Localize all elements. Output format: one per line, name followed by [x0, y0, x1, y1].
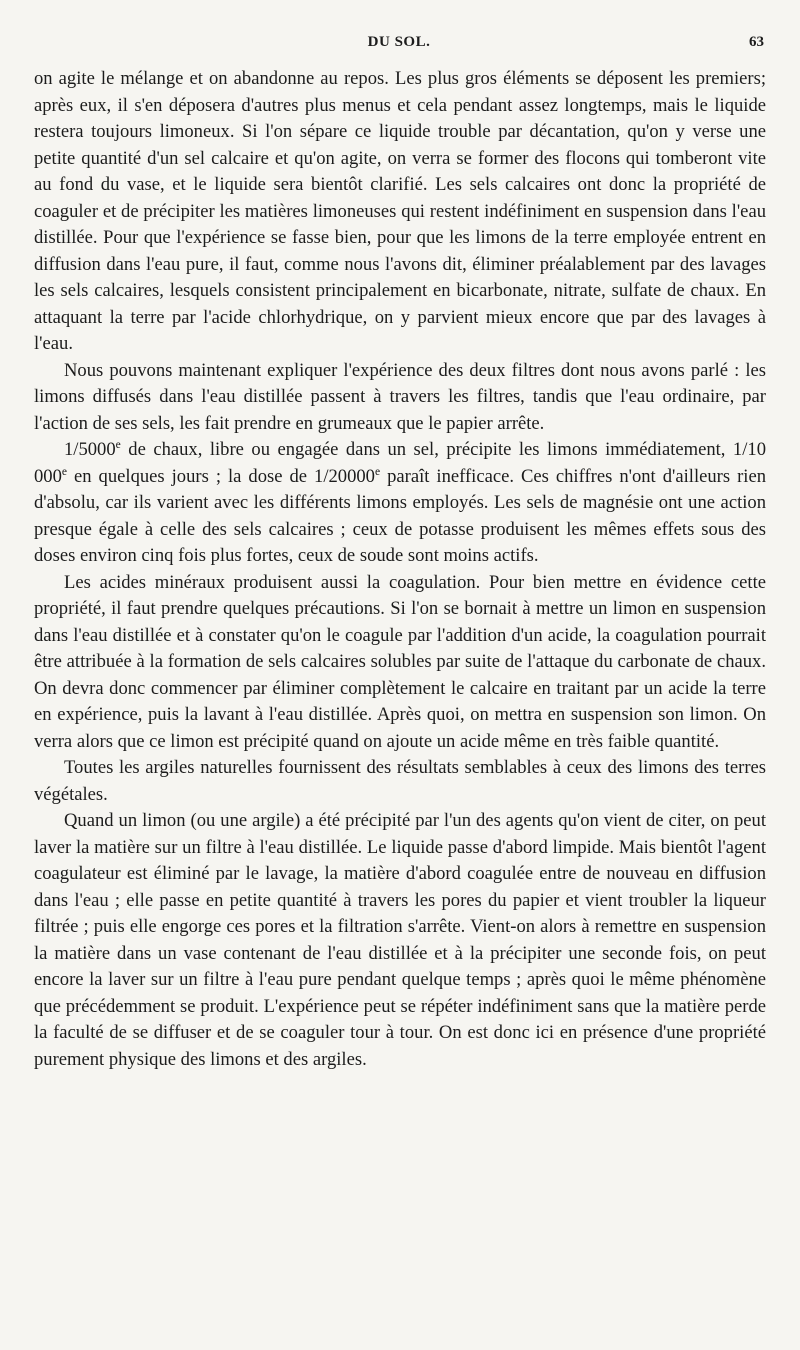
ordinal-superscript: e: [374, 465, 381, 478]
text-run: de chaux, libre ou engagée dans un sel, précipite les limons immédiatement, 1/10 000: [34, 439, 766, 487]
ordinal-superscript: e: [61, 465, 68, 478]
paragraph: [34, 66, 766, 358]
page-number: 63: [749, 34, 764, 50]
page-header: [34, 34, 764, 56]
text-run: 1/5000: [64, 439, 116, 460]
running-title: DU SOL.: [367, 34, 431, 50]
paragraph: [34, 808, 766, 1073]
paragraph: [34, 437, 766, 570]
text-run: en quelques jours ; la dose de 1/20000: [67, 465, 375, 487]
text-run: paraît inefficace. Ces chiffres n'ont d'ailleurs rien d'absolu, car ils varient avec les différents limons employés. Les sels de magnésie ont une action presque égale à celle des sels calcaires ; ceux de potasse produisent les mêmes effets sous des doses environ cinq fois plus fortes, ceux de soude sont moins actifs.: [34, 465, 766, 566]
text-run: Les acides minéraux produisent aussi la coagulation. Pour bien mettre en évidence cette propriété, il faut prendre quelques précautions. Si l'on se bornait à mettre un limon en suspension dans l'eau distillée et à constater qu'on le coagule par l'addition d'un acide, la coagulation pourrait être attribuée à la formation de sels calcaires solubles par suite de l'attaque du carbonate de chaux. On devra donc commencer par éliminer complètement le calcaire en traitant par un acide la terre en expérience, puis la lavant à l'eau distillée. Après quoi, on mettra en suspension son limon. On verra alors que ce limon est précipité quand on ajoute un acide même en très faible quantité.: [34, 571, 766, 752]
paragraph: [34, 570, 766, 756]
body-text: [34, 66, 766, 1073]
text-run: Toutes les argiles naturelles fournissent des résultats semblables à ceux des limons des terres végétales.: [34, 757, 766, 805]
text-run: Nous pouvons maintenant expliquer l'expérience des deux filtres dont nous avons parlé : les limons diffusés dans l'eau distillée passent à travers les filtres, tandis que l'eau ordinaire, par l'action de ses sels, les fait prendre en grumeaux que le papier arrête.: [34, 359, 766, 434]
text-run: Quand un limon (ou une argile) a été précipité par l'un des agents qu'on vient de citer, on peut laver la matière sur un filtre à l'eau distillée. Le liquide passe d'abord limpide. Mais bientôt l'agent coagulateur est éliminé par le lavage, la matière d'abord coagulée entre de nouveau en diffusion dans l'eau ; elle passe en petite quantité à travers les pores du papier et vient troubler la liqueur filtrée ; puis elle engorge ces pores et la filtration s'arrête. Vient-on alors à remettre en suspension la matière dans un vase contenant de l'eau distillée et à la précipiter une seconde fois, on peut encore la laver sur un filtre à l'eau pure pendant quelque temps ; après quoi le même phénomène que précédemment se produit. L'expérience peut se répéter indéfiniment sans que la matière perde la faculté de se diffuser et de se coaguler tour à tour. On est donc ici en présence d'une propriété purement physique des limons et des argiles.: [34, 810, 766, 1070]
text-run: on agite le mélange et on abandonne au repos. Les plus gros éléments se déposent les premiers; après eux, il s'en déposera d'autres plus menus et cela pendant assez longtemps, mais le liquide restera toujours limoneux. Si l'on sépare ce liquide trouble par décantation, qu'on y verse une petite quantité d'un sel calcaire et qu'on agite, on verra se former des flocons qui tomberont vite au fond du vase, et le liquide sera bientôt clarifié. Les sels calcaires ont donc la propriété de coaguler et de précipiter les matières limoneuses qui restent indéfiniment en suspension dans l'eau distillée. Pour que l'expérience se fasse bien, pour que les limons de la terre employée entrent en diffusion dans l'eau pure, il faut, comme nous l'avons dit, éliminer préalablement par des lavages les sels calcaires, lesquels consistent principalement en bicarbonate, nitrate, sulfate de chaux. En attaquant la terre par l'acide chlorhydrique, on y parvient mieux encore que par des lavages à l'eau.: [34, 68, 766, 354]
ordinal-superscript: e: [115, 438, 121, 451]
paragraph: [34, 755, 766, 808]
paragraph: [34, 358, 766, 438]
